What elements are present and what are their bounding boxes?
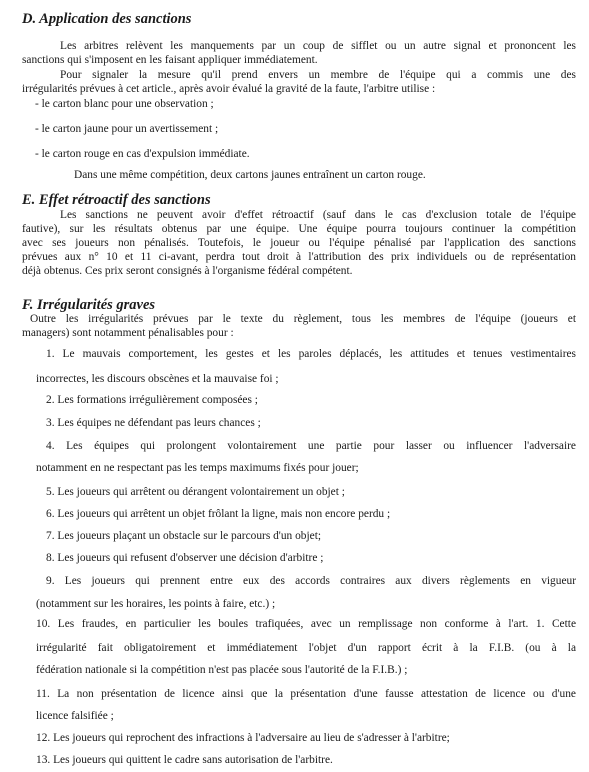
irregularity-13: 13. Les joueurs qui quittent le cadre sans autorisation de l'arbitre. [36,754,333,766]
section-d-paragraph-2-line-2: irrégularités prévues à cet article., après avoir évalué la gravité de la faute, l'arbitre utilise : [22,83,436,95]
irregularity-9-line-1: 9. Les joueurs qui prennent entre eux des accords contraires aux divers règlements en vigueur [46,575,576,587]
section-f-intro-line-1: Outre les irrégularités prévues par le texte du règlement, tous les membres de l'équipe (joueurs et [30,313,576,325]
section-d-title: D. Application des sanctions [22,11,192,27]
section-e-line-1: Les sanctions ne peuvent avoir d'effet rétroactif (sauf dans le cas d'exclusion totale de l'équipe [60,209,576,221]
section-e-line-5: déjà obtenus. Ces prix seront consignés à l'organisme fédéral compétent. [22,265,353,277]
white-card-item: - le carton blanc pour une observation ; [35,98,214,110]
irregularity-3: 3. Les équipes ne défendant pas leurs chances ; [46,417,261,429]
section-f-intro-line-2: managers) sont notamment pénalisables pour : [22,327,234,339]
red-card-item: - le carton rouge en cas d'expulsion immédiate. [35,148,250,160]
section-e-line-3: avec ses joueurs non pénalisés. Toutefois, le joueur ou l'équipe pénalisé par l'application des sanctions [22,237,576,249]
section-d-paragraph-1-line-2: sanctions qui s'imposent en les faisant appliquer immédiatement. [22,54,318,66]
irregularity-4-line-2: notamment en ne respectant pas les temps maximums fixés pour jouer; [36,462,359,474]
irregularity-11-line-2: licence falsifiée ; [36,710,114,722]
irregularity-9-line-2: (notamment sur les horaires, les points à faire, etc.) ; [36,598,276,610]
section-e-line-4: prévues aux n° 10 et 11 ci-avant, perdra tout droit à l'attribution des prix individuels ou de représentation [22,251,576,263]
irregularity-5: 5. Les joueurs qui arrêtent ou dérangent volontairement un objet ; [46,486,345,498]
irregularity-10-line-1: 10. Les fraudes, en particulier les boules trafiquées, avec un remplissage non conforme à l'art. 1. Cette [36,618,576,630]
section-d-note: Dans une même compétition, deux cartons jaunes entraînent un carton rouge. [74,169,426,181]
section-d-paragraph-2-line-1: Pour signaler la mesure qu'il prend envers un membre de l'équipe qui a commis une des [60,69,576,81]
irregularity-10-line-2: irrégularité fait obligatoirement et immédiatement l'objet d'un rapport écrit à la F.I.B. (ou à la [36,642,576,654]
irregularity-4-line-1: 4. Les équipes qui prolongent volontairement une partie pour lasser ou influencer l'adversaire [46,440,576,452]
irregularity-8: 8. Les joueurs qui refusent d'observer une décision d'arbitre ; [46,552,324,564]
irregularity-10-line-3: fédération nationale si la compétition n'est pas placée sous l'autorité de la F.I.B.) ; [36,664,408,676]
section-e-line-2: fautive), sur les résultats obtenus par une équipe. Une équipe pourra toujours continuer la compétition [22,223,576,235]
irregularity-2: 2. Les formations irrégulièrement composées ; [46,394,258,406]
irregularity-11-line-1: 11. La non présentation de licence ainsi que la présentation d'une fausse attestation de licence ou d'une [36,688,576,700]
yellow-card-item: - le carton jaune pour un avertissement ; [35,123,219,135]
irregularity-7: 7. Les joueurs plaçant un obstacle sur le parcours d'un objet; [46,530,322,542]
irregularity-1-line-2: incorrectes, les discours obscènes et la mauvaise foi ; [36,373,279,385]
section-f-title: F. Irrégularités graves [22,297,156,313]
section-d-paragraph-1-line-1: Les arbitres relèvent les manquements par un coup de sifflet ou un autre signal et prononcent les [60,40,576,52]
irregularity-12: 12. Les joueurs qui reprochent des infractions à l'adversaire au lieu de s'adresser à l'arbitre; [36,732,450,744]
irregularity-1-line-1: 1. Le mauvais comportement, les gestes et les paroles déplacés, les attitudes et tenues vestimentaires [46,348,576,360]
irregularity-6: 6. Les joueurs qui arrêtent un objet frôlant la ligne, mais non encore perdu ; [46,508,391,520]
section-e-title: E. Effet rétroactif des sanctions [22,192,211,208]
